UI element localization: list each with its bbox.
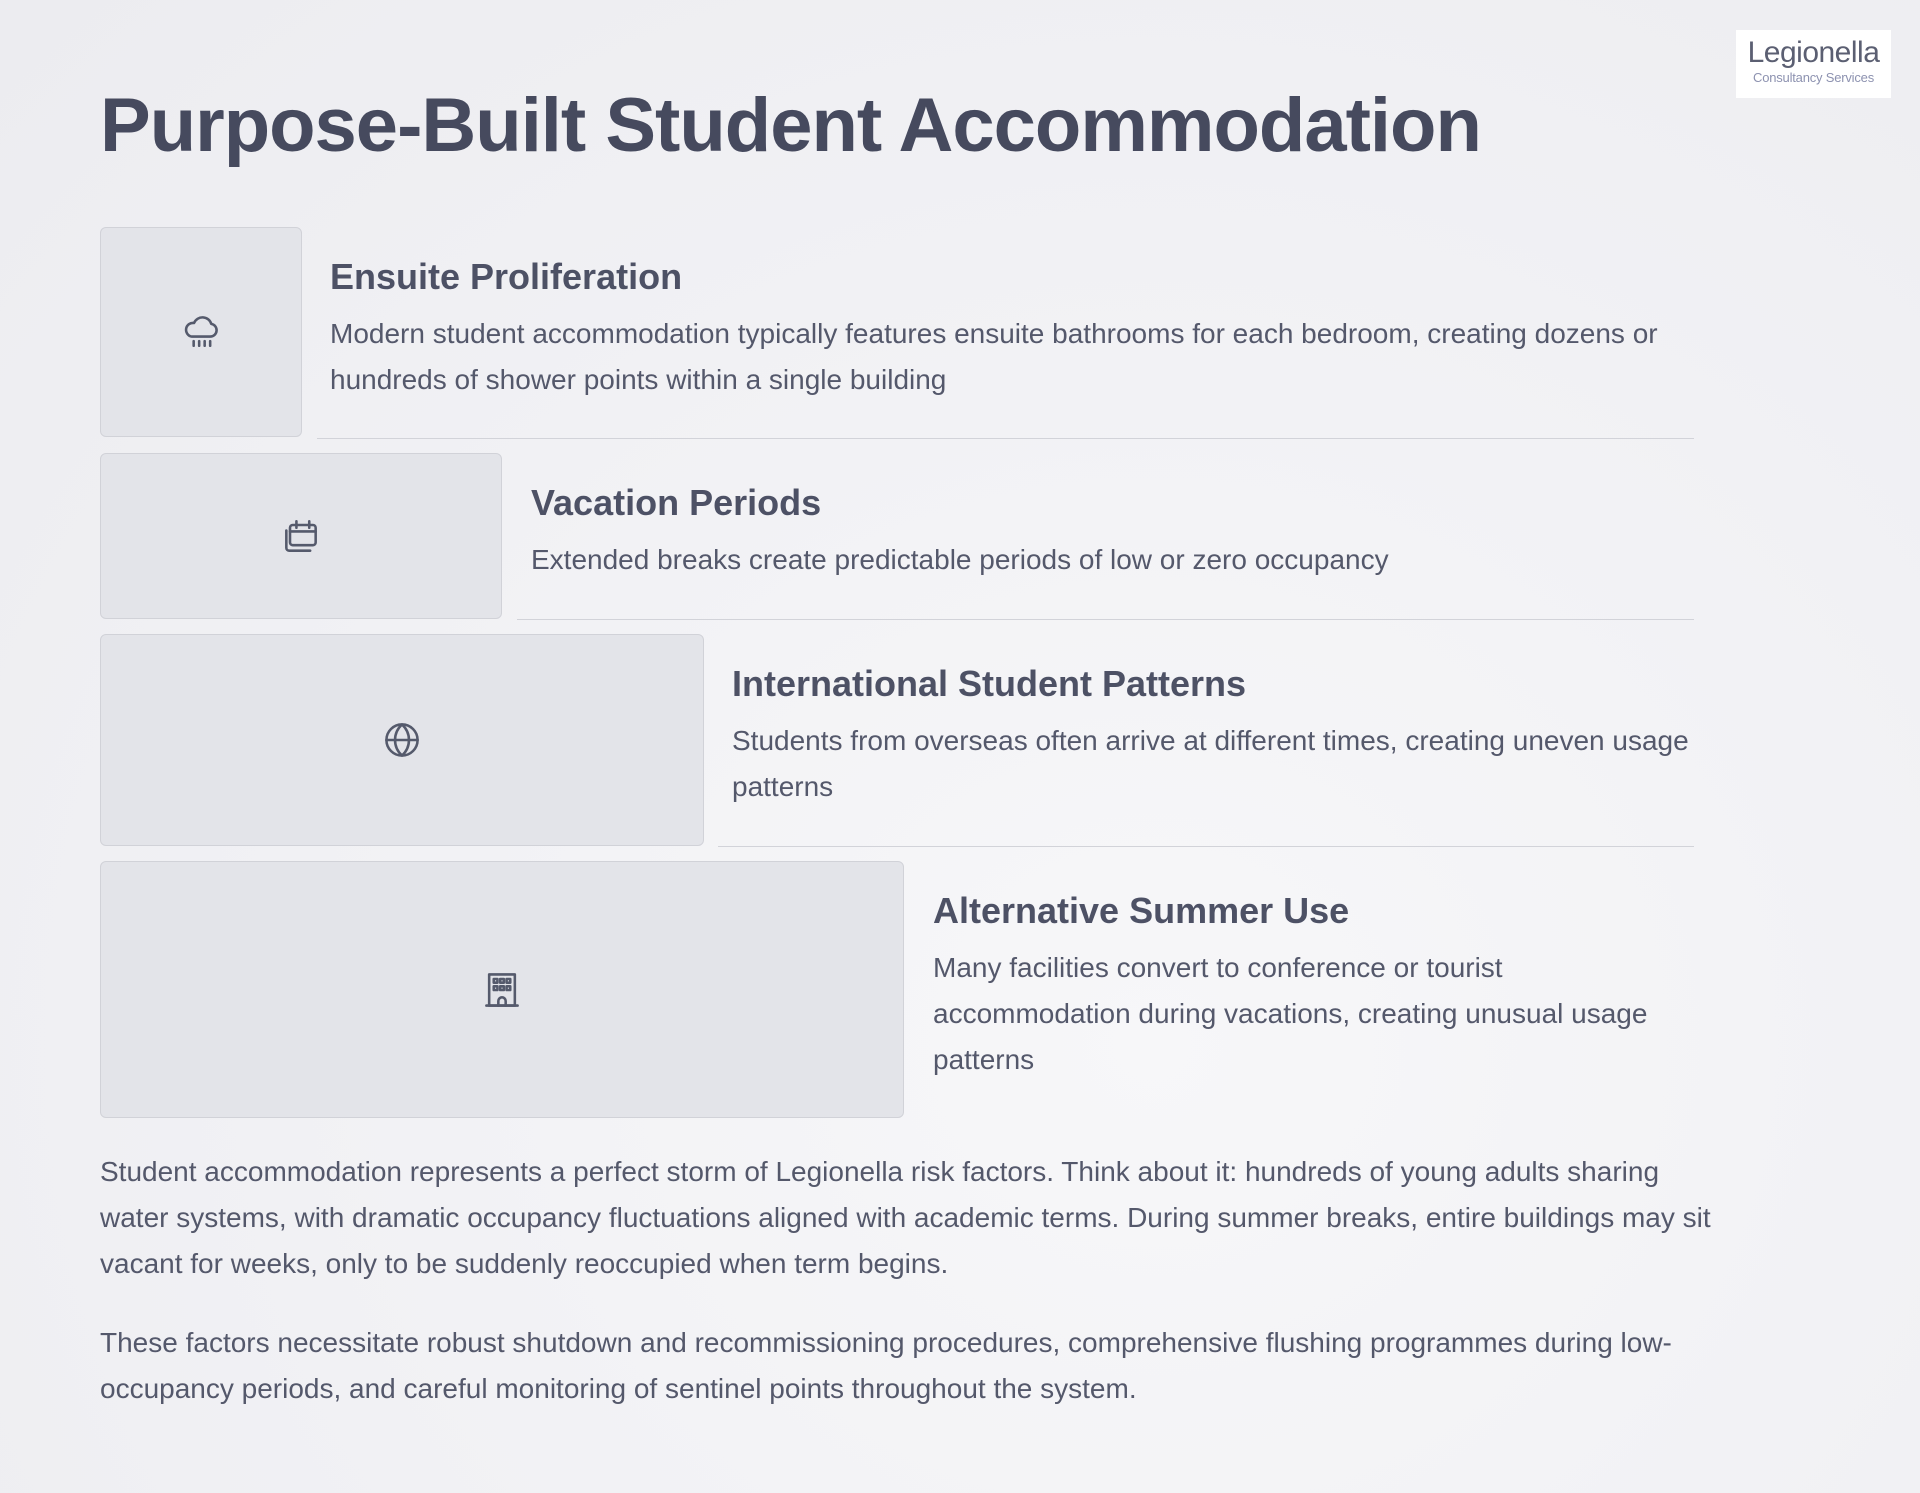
company-logo <box>1736 30 1891 98</box>
page-title: Purpose-Built Student Accommodation <box>100 83 1481 168</box>
list-item-international-student-patterns <box>100 634 1694 847</box>
item-icon-box <box>100 634 704 846</box>
list-item-alternative-summer-use <box>100 861 1694 1118</box>
item-title: Ensuite Proliferation <box>330 256 683 297</box>
logo-name: Legionella <box>1747 36 1880 69</box>
item-description: Modern student accommodation typically features ensuite bathrooms for each bedroom, creating dozens or hundreds of shower points within a single building <box>330 318 1658 395</box>
item-title: Vacation Periods <box>531 482 822 523</box>
logo-subtitle: Consultancy Services <box>1753 70 1874 85</box>
calendar-icon <box>279 514 323 558</box>
item-title: Alternative Summer Use <box>933 890 1350 931</box>
item-description: Students from overseas often arrive at different times, creating uneven usage patterns <box>732 725 1689 802</box>
item-icon-box <box>100 861 904 1118</box>
divider <box>317 438 1694 439</box>
globe-icon <box>380 718 424 762</box>
item-description: Many facilities convert to conference or tourist accommodation during vacations, creating unusual usage patterns <box>933 952 1648 1075</box>
body-paragraph-intro: Student accommodation represents a perfect storm of Legionella risk factors. Think about it: hundreds of young adults sharing water systems, with dramatic occupancy fluctuations aligned with academic terms. During summer breaks, entire buildings may sit vacant for weeks, only to be suddenly reoccupied when term begins. <box>100 1156 1711 1279</box>
item-icon-box <box>100 227 302 437</box>
divider <box>517 619 1694 620</box>
item-title: International Student Patterns <box>732 663 1247 704</box>
list-item-ensuite-proliferation <box>100 227 1694 439</box>
cloud-rain-icon <box>179 310 223 354</box>
body-paragraph-procedures: These factors necessitate robust shutdown and recommissioning procedures, comprehensive flushing programmes during low-occupancy periods, and careful monitoring of sentinel points throughout the system. <box>100 1327 1672 1404</box>
hotel-building-icon <box>480 968 524 1012</box>
item-description: Extended breaks create predictable periods of low or zero occupancy <box>531 544 1389 575</box>
item-icon-box <box>100 453 502 619</box>
list-item-vacation-periods <box>100 453 1694 620</box>
divider <box>718 846 1694 847</box>
